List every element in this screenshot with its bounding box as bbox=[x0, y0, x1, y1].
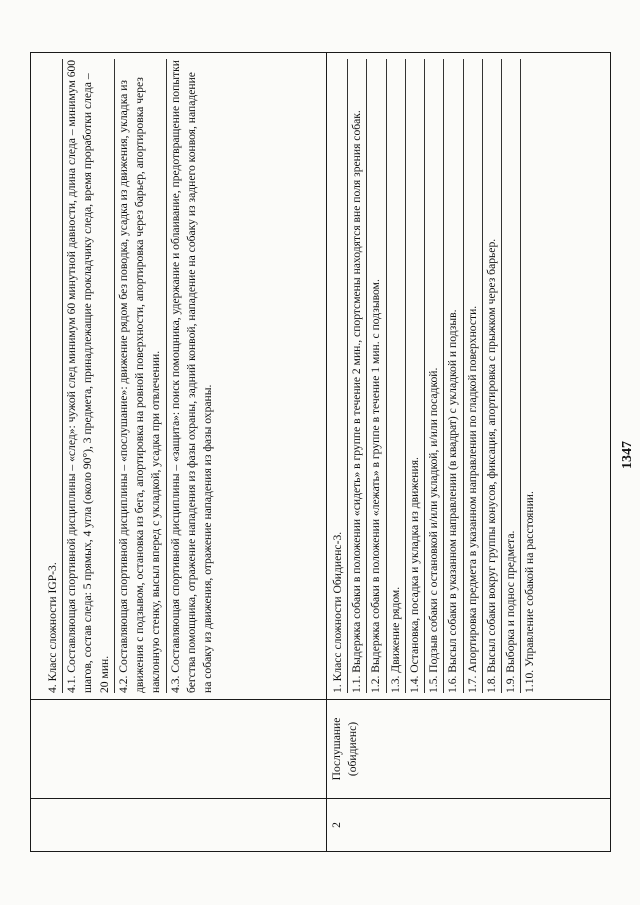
row-number-cell: 2 bbox=[327, 799, 611, 852]
requirement-line: 1.9. Выборка и поднос предмета. bbox=[502, 59, 521, 693]
requirement-line: 1.3. Движение рядом. bbox=[387, 59, 406, 693]
requirement-line: 1.4. Остановка, посадка и укладка из движения. bbox=[406, 59, 425, 693]
requirements-cell bbox=[31, 53, 327, 700]
requirement-line: 1.5. Подзыв собаки с остановкой и/или укладкой, и/или посадкой. bbox=[425, 59, 444, 693]
discipline-title-cell: Послушание (обидиенс) bbox=[327, 700, 611, 799]
requirement-line: 4.3. Составляющая спортивной дисциплины – «защита»: поиск помощника, удержание и облаивание, предотвращение попытки бегства помощника, отражение нападения из фазы охраны, задний конвой, нападение на собаку из заднего конвоя, нападение на собаку из движения, отражение нападения из фазы охраны. bbox=[168, 60, 214, 693]
requirements-cell bbox=[327, 53, 611, 700]
requirement-line: 1. Класс сложности Обидиенс-3. bbox=[329, 59, 348, 693]
regulation-table bbox=[30, 52, 611, 852]
requirement-line: 1.7. Апортировка предмета в указанном направлении по гладкой поверхности. bbox=[464, 59, 483, 693]
requirement-line: 1.8. Высыл собаки вокруг группы конусов, фиксация, апортировка с прыжком через барьер. bbox=[483, 59, 502, 693]
requirement-line: 4.2. Составляющая спортивной дисциплины – «послушание»: движение рядом без поводка, усадка из движения, укладка из движения с подзывом, остановка из бега, апортировка на ровной поверхности, апортировка через барьер, апортировка через наклонную стенку, высыл вперед с укладкой, усадка при отвлечении. bbox=[115, 59, 167, 693]
continuation-spacer bbox=[33, 59, 44, 693]
page-number: 1347 bbox=[620, 441, 635, 469]
requirement-line: 4.1. Составляющая спортивной дисциплины – «след»: чужой след минимум 60 минутной давности, длина следа – минимум 600 шагов, состав следа: 5 прямых, 4 угла (около 90°), 3 предмета, принадлежащие прокладчику следа, время проработки следа – 20 мин. bbox=[63, 59, 115, 693]
table-row bbox=[31, 53, 327, 852]
rotated-page bbox=[30, 52, 610, 852]
row-number-cell bbox=[31, 799, 327, 852]
requirement-line: 1.2. Выдержка собаки в положении «лежать» в группе в течение 1 мин. с подзывом. bbox=[367, 59, 386, 693]
requirement-line: 1.6. Высыл собаки в указанном направлении (в квадрат) с укладкой и подзыв. bbox=[444, 59, 463, 693]
discipline-title-cell bbox=[31, 700, 327, 799]
requirement-line: 1.10. Управление собакой на расстоянии. bbox=[523, 491, 537, 693]
requirement-line: 1.1. Выдержка собаки в положении «сидеть» в группе в течение 2 мин., спортсмены находятся вне поля зрения собак. bbox=[348, 59, 367, 693]
requirement-line: 4. Класс сложности IGP-3. bbox=[44, 59, 63, 693]
table-row bbox=[327, 53, 611, 852]
